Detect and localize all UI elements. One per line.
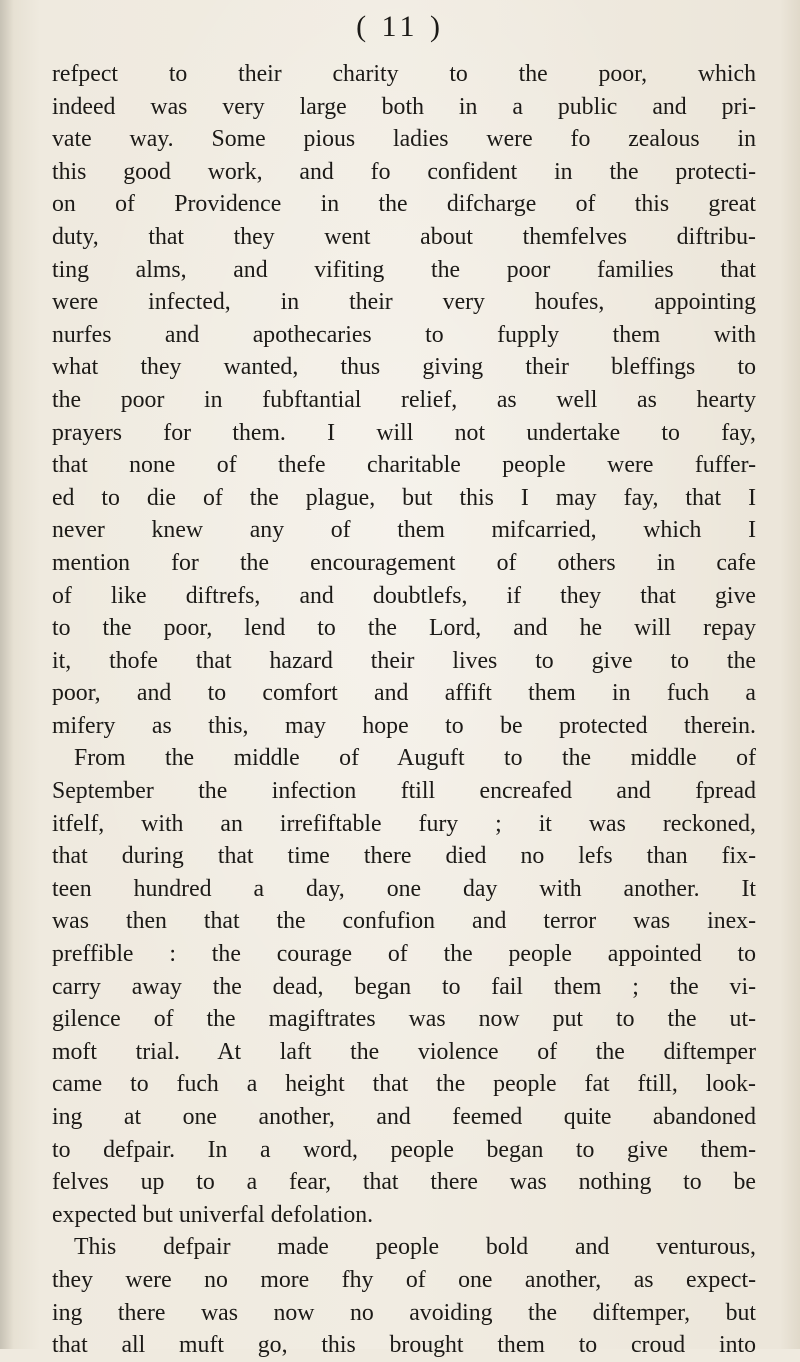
text-line: never knew any of them mifcarried, which I (52, 517, 756, 544)
text-line: expected but univerfal defolation. (52, 1201, 374, 1228)
text-line: carry away the dead, began to fail them ; the vi- (52, 973, 756, 1000)
body-text (52, 58, 756, 1362)
text-line: itfelf, with an irrefiftable fury ; it was reckoned, (52, 810, 756, 837)
text-line: of like diftrefs, and doubtlefs, if they that give (52, 582, 756, 609)
text-line: From the middle of Auguft to the middle of (74, 745, 756, 772)
text-line: was then that the confufion and terror was inex- (52, 908, 756, 935)
text-line: poor, and to comfort and affift them in fuch a (52, 680, 756, 707)
binding-shadow (0, 0, 14, 1349)
text-line: nurfes and apothecaries to fupply them with (52, 321, 756, 348)
text-line: duty, that they went about themfelves diftribu- (52, 223, 756, 250)
text-line: on of Providence in the difcharge of this great (52, 191, 756, 218)
text-line: ed to die of the plague, but this I may fay, that I (52, 484, 756, 511)
text-line: September the infection ftill encreafed and fpread (52, 778, 756, 805)
text-line: prayers for them. I will not undertake to fay, (52, 419, 756, 446)
text-line: to the poor, lend to the Lord, and he will repay (52, 615, 756, 642)
text-line: it, thofe that hazard their lives to give to the (52, 647, 756, 674)
text-line: moft trial. At laft the violence of the diftemper (52, 1038, 756, 1065)
text-line: were infected, in their very houfes, appointing (52, 289, 756, 316)
text-line: preffible : the courage of the people appointed to (52, 941, 756, 968)
text-line: to defpair. In a word, people began to give them- (52, 1136, 756, 1163)
text-line: refpect to their charity to the poor, which (52, 61, 756, 87)
text-line: that none of thefe charitable people were fuffer- (52, 452, 756, 479)
text-line: the poor in fubftantial relief, as well as hearty (52, 386, 756, 413)
text-line: mention for the encouragement of others in cafe (52, 549, 756, 576)
text-line: indeed was very large both in a public and pri- (52, 93, 756, 120)
text-line: that all muft go, this brought them to croud into (52, 1332, 756, 1359)
text-line: they were no more fhy of one another, as expect- (52, 1266, 756, 1293)
text-line: came to fuch a height that the people fat ftill, look- (52, 1071, 756, 1098)
text-line: teen hundred a day, one day with another. It (52, 875, 756, 902)
text-line: ting alms, and vifiting the poor families that (52, 256, 756, 283)
text-line: ing at one another, and feemed quite abandoned (52, 1104, 756, 1130)
text-line: this good work, and fo confident in the protecti- (52, 158, 756, 185)
text-line: ing there was now no avoiding the diftemper, but (52, 1299, 756, 1326)
text-line: that during that time there died no lefs than fix- (52, 843, 756, 870)
text-line: mifery as this, may hope to be protected therein. (52, 712, 756, 739)
text-line: felves up to a fear, that there was nothing to be (52, 1169, 756, 1196)
page-number: ( 11 ) (356, 10, 444, 43)
text-line: vate way. Some pious ladies were fo zealous in (52, 126, 756, 153)
text-line: what they wanted, thus giving their bleffings to (52, 354, 756, 381)
text-line: gilence of the magiftrates was now put to the ut- (52, 1006, 756, 1033)
text-line: This defpair made people bold and venturous, (74, 1234, 756, 1261)
